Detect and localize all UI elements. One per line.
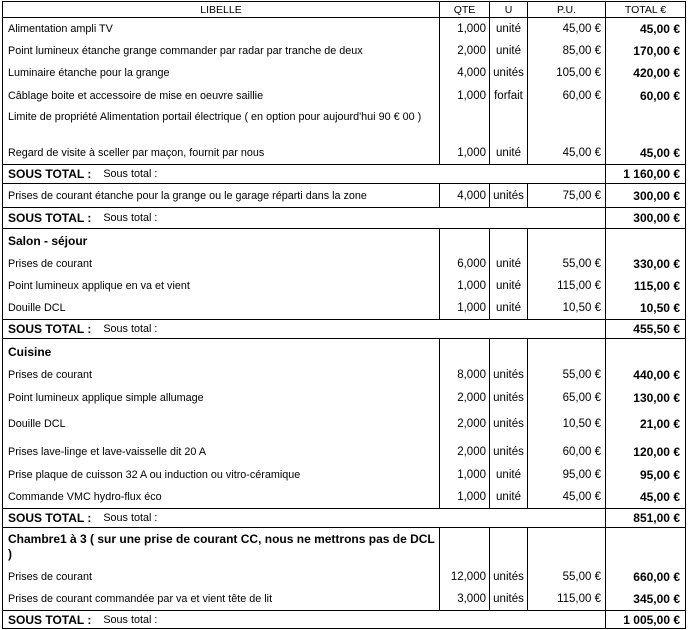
item-unit: unités [490,386,528,409]
item-unit: unité [490,142,528,164]
item-total: 345,00 € [606,588,686,610]
item-total: 45,00 € [606,485,686,508]
item-qty [440,107,490,142]
item-total: 130,00 € [606,386,686,409]
item-unit: unité [490,275,528,297]
section-title-row [2,339,686,364]
item-unit-price: 105,00 € [528,62,606,84]
item-unit-price: 55,00 € [528,364,606,386]
empty-cell [606,229,686,252]
header-unit-price: P.U. [528,2,606,17]
empty-cell [490,229,528,252]
line-item [2,588,686,610]
line-item [2,566,686,588]
empty-cell [606,528,686,566]
item-qty: 12,000 [440,566,490,588]
section-title: Salon - séjour [2,229,440,252]
item-qty: 1,000 [440,275,490,297]
item-label: Prises de courant [2,252,440,275]
line-item [2,364,686,386]
item-qty: 1,000 [440,142,490,164]
item-qty: 4,000 [440,184,490,207]
item-unit-price: 95,00 € [528,464,606,485]
subtotal-row [2,319,686,339]
item-qty: 8,000 [440,364,490,386]
item-total: 660,00 € [606,566,686,588]
item-unit: unité [490,40,528,62]
line-item [2,439,686,464]
item-qty: 2,000 [440,439,490,464]
item-total: 21,00 € [606,409,686,439]
item-unit-price: 45,00 € [528,485,606,508]
empty-cell [440,339,490,364]
subtotal-label: SOUS TOTAL : [8,211,92,225]
subtotal-label-cell [2,509,606,527]
header-libelle: LIBELLE [2,2,440,17]
line-item [2,297,686,319]
subtotal-row [2,610,686,629]
item-unit-price: 55,00 € [528,566,606,588]
subtotal-row [2,508,686,528]
subtotal-value: 1 160,00 € [606,165,686,183]
line-item [2,84,686,107]
line-item [2,464,686,485]
item-unit: unités [490,184,528,207]
item-label: Douille DCL [2,297,440,319]
item-qty: 3,000 [440,588,490,610]
line-item [2,40,686,62]
subtotal-value: 455,50 € [606,320,686,338]
item-label: Point lumineux étanche grange commander par radar par tranche de deux [2,40,440,62]
item-qty: 1,000 [440,464,490,485]
item-qty: 2,000 [440,40,490,62]
header-unit: U [490,2,528,17]
subtotal-sublabel: Sous total : [103,212,158,224]
item-unit-price: 10,50 € [528,297,606,319]
item-unit: unité [490,18,528,40]
item-qty: 4,000 [440,62,490,84]
empty-cell [490,339,528,364]
quote-table [2,1,686,629]
subtotal-label: SOUS TOTAL : [8,612,92,627]
item-unit: unités [490,364,528,386]
item-qty: 1,000 [440,84,490,107]
item-total: 45,00 € [606,142,686,164]
item-unit-price: 85,00 € [528,40,606,62]
item-unit-price: 65,00 € [528,386,606,409]
item-qty: 2,000 [440,409,490,439]
item-qty: 2,000 [440,386,490,409]
subtotal-label: SOUS TOTAL : [8,511,92,525]
item-unit-price: 45,00 € [528,142,606,164]
subtotal-sublabel: Sous total : [103,613,158,626]
subtotal-row [2,207,686,229]
item-unit-price [528,107,606,142]
item-label: Commande VMC hydro-flux éco [2,485,440,508]
item-qty: 6,000 [440,252,490,275]
item-unit: unité [490,297,528,319]
item-label: Prises de courant [2,364,440,386]
subtotal-sublabel: Sous total : [103,323,158,335]
line-item [2,142,686,164]
item-total: 10,50 € [606,297,686,319]
section-title-row [2,229,686,252]
item-total: 170,00 € [606,40,686,62]
item-label: Prise plaque de cuisson 32 A ou induction ou vitro-céramique [2,464,440,485]
item-label: Luminaire étanche pour la grange [2,62,440,84]
subtotal-sublabel: Sous total : [103,168,158,180]
item-total: 420,00 € [606,62,686,84]
item-unit-price: 60,00 € [528,84,606,107]
item-total [606,107,686,142]
section-title-row [2,528,686,566]
item-qty: 1,000 [440,297,490,319]
item-unit-price: 60,00 € [528,439,606,464]
subtotal-row [2,164,686,184]
item-total: 115,00 € [606,275,686,297]
item-total: 60,00 € [606,84,686,107]
header-qte: QTE [440,2,490,17]
item-label: Regard de visite à sceller par maçon, fournit par nous [2,142,440,164]
item-total: 440,00 € [606,364,686,386]
empty-cell [440,528,490,566]
item-unit [490,107,528,142]
subtotal-value: 300,00 € [606,208,686,228]
section-title: Cuisine [2,339,440,364]
item-unit: unité [490,252,528,275]
item-total: 45,00 € [606,18,686,40]
item-unit: unité [490,485,528,508]
item-qty: 1,000 [440,18,490,40]
item-label: Douille DCL [2,409,440,439]
empty-cell [528,229,606,252]
item-unit: forfait [490,84,528,107]
subtotal-label-cell [2,320,606,338]
item-total: 120,00 € [606,439,686,464]
subtotal-label: SOUS TOTAL : [8,322,92,336]
item-unit-price: 115,00 € [528,588,606,610]
empty-cell [528,339,606,364]
line-item [2,184,686,207]
line-item [2,252,686,275]
item-unit-price: 55,00 € [528,252,606,275]
item-total: 330,00 € [606,252,686,275]
item-label: Point lumineux applique simple allumage [2,386,440,409]
line-item [2,386,686,409]
line-item [2,485,686,508]
item-unit: unités [490,588,528,610]
table-header [2,1,686,18]
item-label: Prises de courant commandée par va et vient tête de lit [2,588,440,610]
line-item [2,107,686,142]
item-unit: unité [490,464,528,485]
item-label: Prises de courant étanche pour la grange ou le garage réparti dans la zone [2,184,440,207]
line-item [2,409,686,439]
item-unit-price: 10,50 € [528,409,606,439]
item-unit: unités [490,439,528,464]
line-item [2,18,686,40]
item-label: Câblage boite et accessoire de mise en oeuvre saillie [2,84,440,107]
subtotal-label-cell [2,611,606,628]
line-item [2,275,686,297]
item-label: Limite de propriété Alimentation portail électrique ( en option pour aujourd'hui 90 € 00 ) [2,107,440,142]
item-unit-price: 115,00 € [528,275,606,297]
subtotal-label-cell [2,165,606,183]
item-total: 300,00 € [606,184,686,207]
line-item [2,62,686,84]
subtotal-value: 851,00 € [606,509,686,527]
item-label: Prises lave-linge et lave-vaisselle dit 20 A [2,439,440,464]
item-label: Point lumineux applique en va et vient [2,275,440,297]
item-label: Alimentation ampli TV [2,18,440,40]
empty-cell [440,229,490,252]
section-title: Chambre1 à 3 ( sur une prise de courant CC, nous ne mettrons pas de DCL ) [2,528,440,566]
item-total: 95,00 € [606,464,686,485]
subtotal-label-cell [2,208,606,228]
empty-cell [528,528,606,566]
subtotal-sublabel: Sous total : [103,512,158,524]
item-unit: unités [490,409,528,439]
empty-cell [606,339,686,364]
subtotal-value: 1 005,00 € [606,611,686,628]
item-unit-price: 75,00 € [528,184,606,207]
subtotal-label: SOUS TOTAL : [8,167,92,181]
empty-cell [490,528,528,566]
header-total: TOTAL € [606,2,686,17]
item-label: Prises de courant [2,566,440,588]
item-qty: 1,000 [440,485,490,508]
item-unit: unités [490,566,528,588]
item-unit-price: 45,00 € [528,18,606,40]
item-unit: unités [490,62,528,84]
